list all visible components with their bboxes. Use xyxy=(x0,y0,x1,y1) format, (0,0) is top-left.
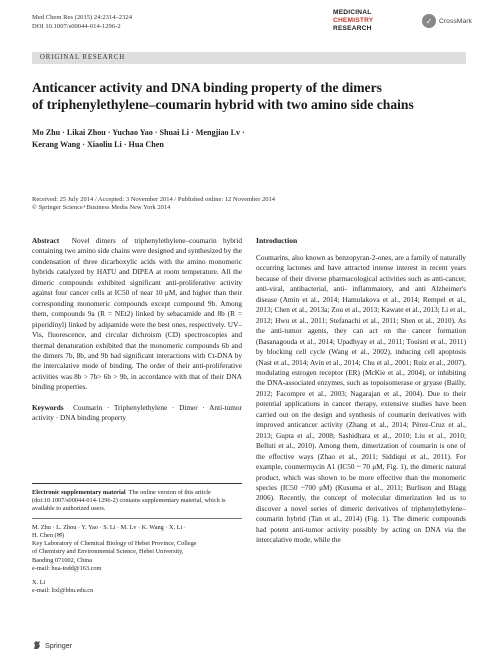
aff-email-1[interactable]: e-mail: hua-todd@163.com xyxy=(32,564,102,572)
publication-dates xyxy=(32,196,472,213)
dates-line-1: Received: 25 July 2014 / Accepted: 3 November 2014 / Published online: 12 November 2014 xyxy=(32,196,275,203)
doi[interactable]: DOI 10.1007/s00044-014-1296-2 xyxy=(32,23,121,30)
aff-line-4: of Chemistry and Environmental Science, Hebei University, xyxy=(32,548,184,556)
keywords xyxy=(32,403,242,424)
author-list xyxy=(32,127,472,152)
crossmark-badge[interactable] xyxy=(422,11,482,31)
right-column xyxy=(256,236,466,546)
left-column xyxy=(32,236,242,424)
logo-line-2: CHEMISTRY xyxy=(333,16,374,24)
authors-line-2: Kerang Wang · Xiaoliu Li · Hua Chen xyxy=(32,140,164,150)
esm-label: Electronic supplementary material xyxy=(32,489,126,496)
keywords-label: Keywords xyxy=(32,402,64,412)
copyright: © Springer Science+Business Media New York 2014 xyxy=(32,204,171,212)
section-bar xyxy=(32,52,466,64)
aff-line-7: X. Li xyxy=(32,578,46,586)
aff-line-2: H. Chen (✉) xyxy=(32,532,65,540)
abstract xyxy=(32,236,242,393)
section-label: ORIGINAL RESEARCH xyxy=(40,54,126,61)
authors-line-1: Mo Zhu · Likai Zhou · Yuchao Yao · Shuai Li · Mengjiao Lv · xyxy=(32,128,245,137)
title-line-2: of triphenylethylene–coumarin hybrid with two amino side chains xyxy=(32,96,414,112)
crossmark-icon: ✓ xyxy=(422,14,436,28)
aff-email-2[interactable]: e-mail: lixl@hbu.edu.cn xyxy=(32,587,94,595)
keywords-text: Coumarin · Triphenylethylene · Dimer · Anti-tumor activity · DNA binding property xyxy=(32,402,242,423)
introduction-text: Coumarins, also known as benzopyran-2-ones, are a family of naturally occurring lactones and have attracted intense interest in recent years because of their diverse pharmacological activities such as anti-cancer, anti-viral, antibacterial, anti- inflammatory, and anti Alzheimer's disease (Amin et al., 2014; Hamulakova et al., 2014; Rempel et al., 2013; Chen et al., 2013a; Zou et al., 2013; Kawate et al., 2013; Li et al., 2012; Hwu et al., 2011; Stefanachi et al., 2011; Shen et al., 2010). As the anti-tumor agents, they can act on the cancer formation (Basanagouda et al., 2014; Upadhyay et al., 2011; Touisni et al., 2011) by blocking cell cycle (Wang et al., 2002), inducing cell apoptosis (Nast et al., 2014; Avin et al., 2014; Chu et al., 2001; Ruiz et al., 2007), modulating estrogen receptor (ER) (McKie et al., 2004), or inhibiting the DNA-associated enzymes, such as topoisomerase or gryase (Bailly, 2012; Facompre et al., 2003; Nagarajan et al., 2004). Due to their potential applications in cancer therapy, extensive studies have been carried out on the design and synthesis of coumarin derivatives with improved anticancer activity (Zhang et al., 2014; Pérez-Cruz et al., 2013; Gupta et al., 2008; Sashidhara et al., 2010; Liu et al., 2010; Belluti et al., 2010). Among them, dimerization of coumarin is one of the effective ways (Zhao et al., 2011; Siddiqui et al., 2011). For example, coumermycin A1 (IC50 ~ 70 μM, Fig. 1), the dimeric natural product, which was shown to be more effective than the monomeric species (IC50 ~700 μM) (Kusuma et al., 2011; Burlison and Blagg 2006). Recently, the concept of molecular dimerization led us to discover a novel series of dimeric derivatives of triphenylethylene–coumarin hybrid (Tan et al., 2014) (Fig. 1). The dimeric compounds had potent anti-tumor activity possibly by acting on DNA via the intercalative mode, while the xyxy=(256,253,466,545)
publisher-name: Springer xyxy=(45,640,73,650)
footer-publisher xyxy=(32,640,72,650)
article-title xyxy=(32,80,472,113)
aff-line-5: Baoding 071002, China xyxy=(32,556,92,564)
aff-line-3: Key Laboratory of Chemical Biology of Hebei Province, College xyxy=(32,540,197,548)
affiliations xyxy=(32,518,242,595)
aff-line-1: M. Zhu · L. Zhou · Y. Yao · S. Li · M. Lv · K. Wang · X. Li · xyxy=(32,524,186,531)
abstract-label: Abstract xyxy=(32,236,60,245)
title-line-1: Anticancer activity and DNA binding property of the dimers xyxy=(32,80,382,95)
springer-horse-icon xyxy=(32,640,42,650)
introduction-heading: Introduction xyxy=(256,236,298,245)
crossmark-label: CrossMark xyxy=(439,17,472,25)
logo-line-3: RESEARCH xyxy=(333,24,372,32)
logo-line-1: MEDICINAL xyxy=(333,9,372,16)
journal-logo xyxy=(333,9,417,35)
running-header xyxy=(32,13,132,31)
citation: Med Chem Res (2015) 24:2314–2324 xyxy=(32,14,132,21)
esm-text: The online version of this article (doi:10.1007/s00044-014-1296-2) contains supplementary material, which is available to authorized users. xyxy=(32,489,226,513)
abstract-text: Novel dimers of triphenylethylene–coumarin hybrid containing two amino side chains were designed and synthesized by the condensation of three dicarboxylic acids with the amino monomeric hybrids catalyzed by HATU and DIPEA at room temperature. All the dimeric compounds exhibited significant anti-proliferative activity against four cancer cells at IC50 of near 10 μM, and higher than their corresponding monomeric compounds except compound 9b. Among them, compounds 9a (R = NEt2) linked by sebacamide and 8b (R = piperidinyl) linked by adipamide were the best ones, respectively. UV–Vis, fluorescence, and circular dichroism (CD) spectroscopies and thermal denaturation exhibited that the monomeric compounds 6b and the dimers 7b, 8b, and 9b had significant interactions with Ct-DNA by the intercalative mode of binding. The order of their anti-proliferative activities was 8b > 7b> 6b > 9b, in accordance with that of their DNA binding properties. xyxy=(32,236,242,392)
supplementary-note xyxy=(32,483,242,514)
